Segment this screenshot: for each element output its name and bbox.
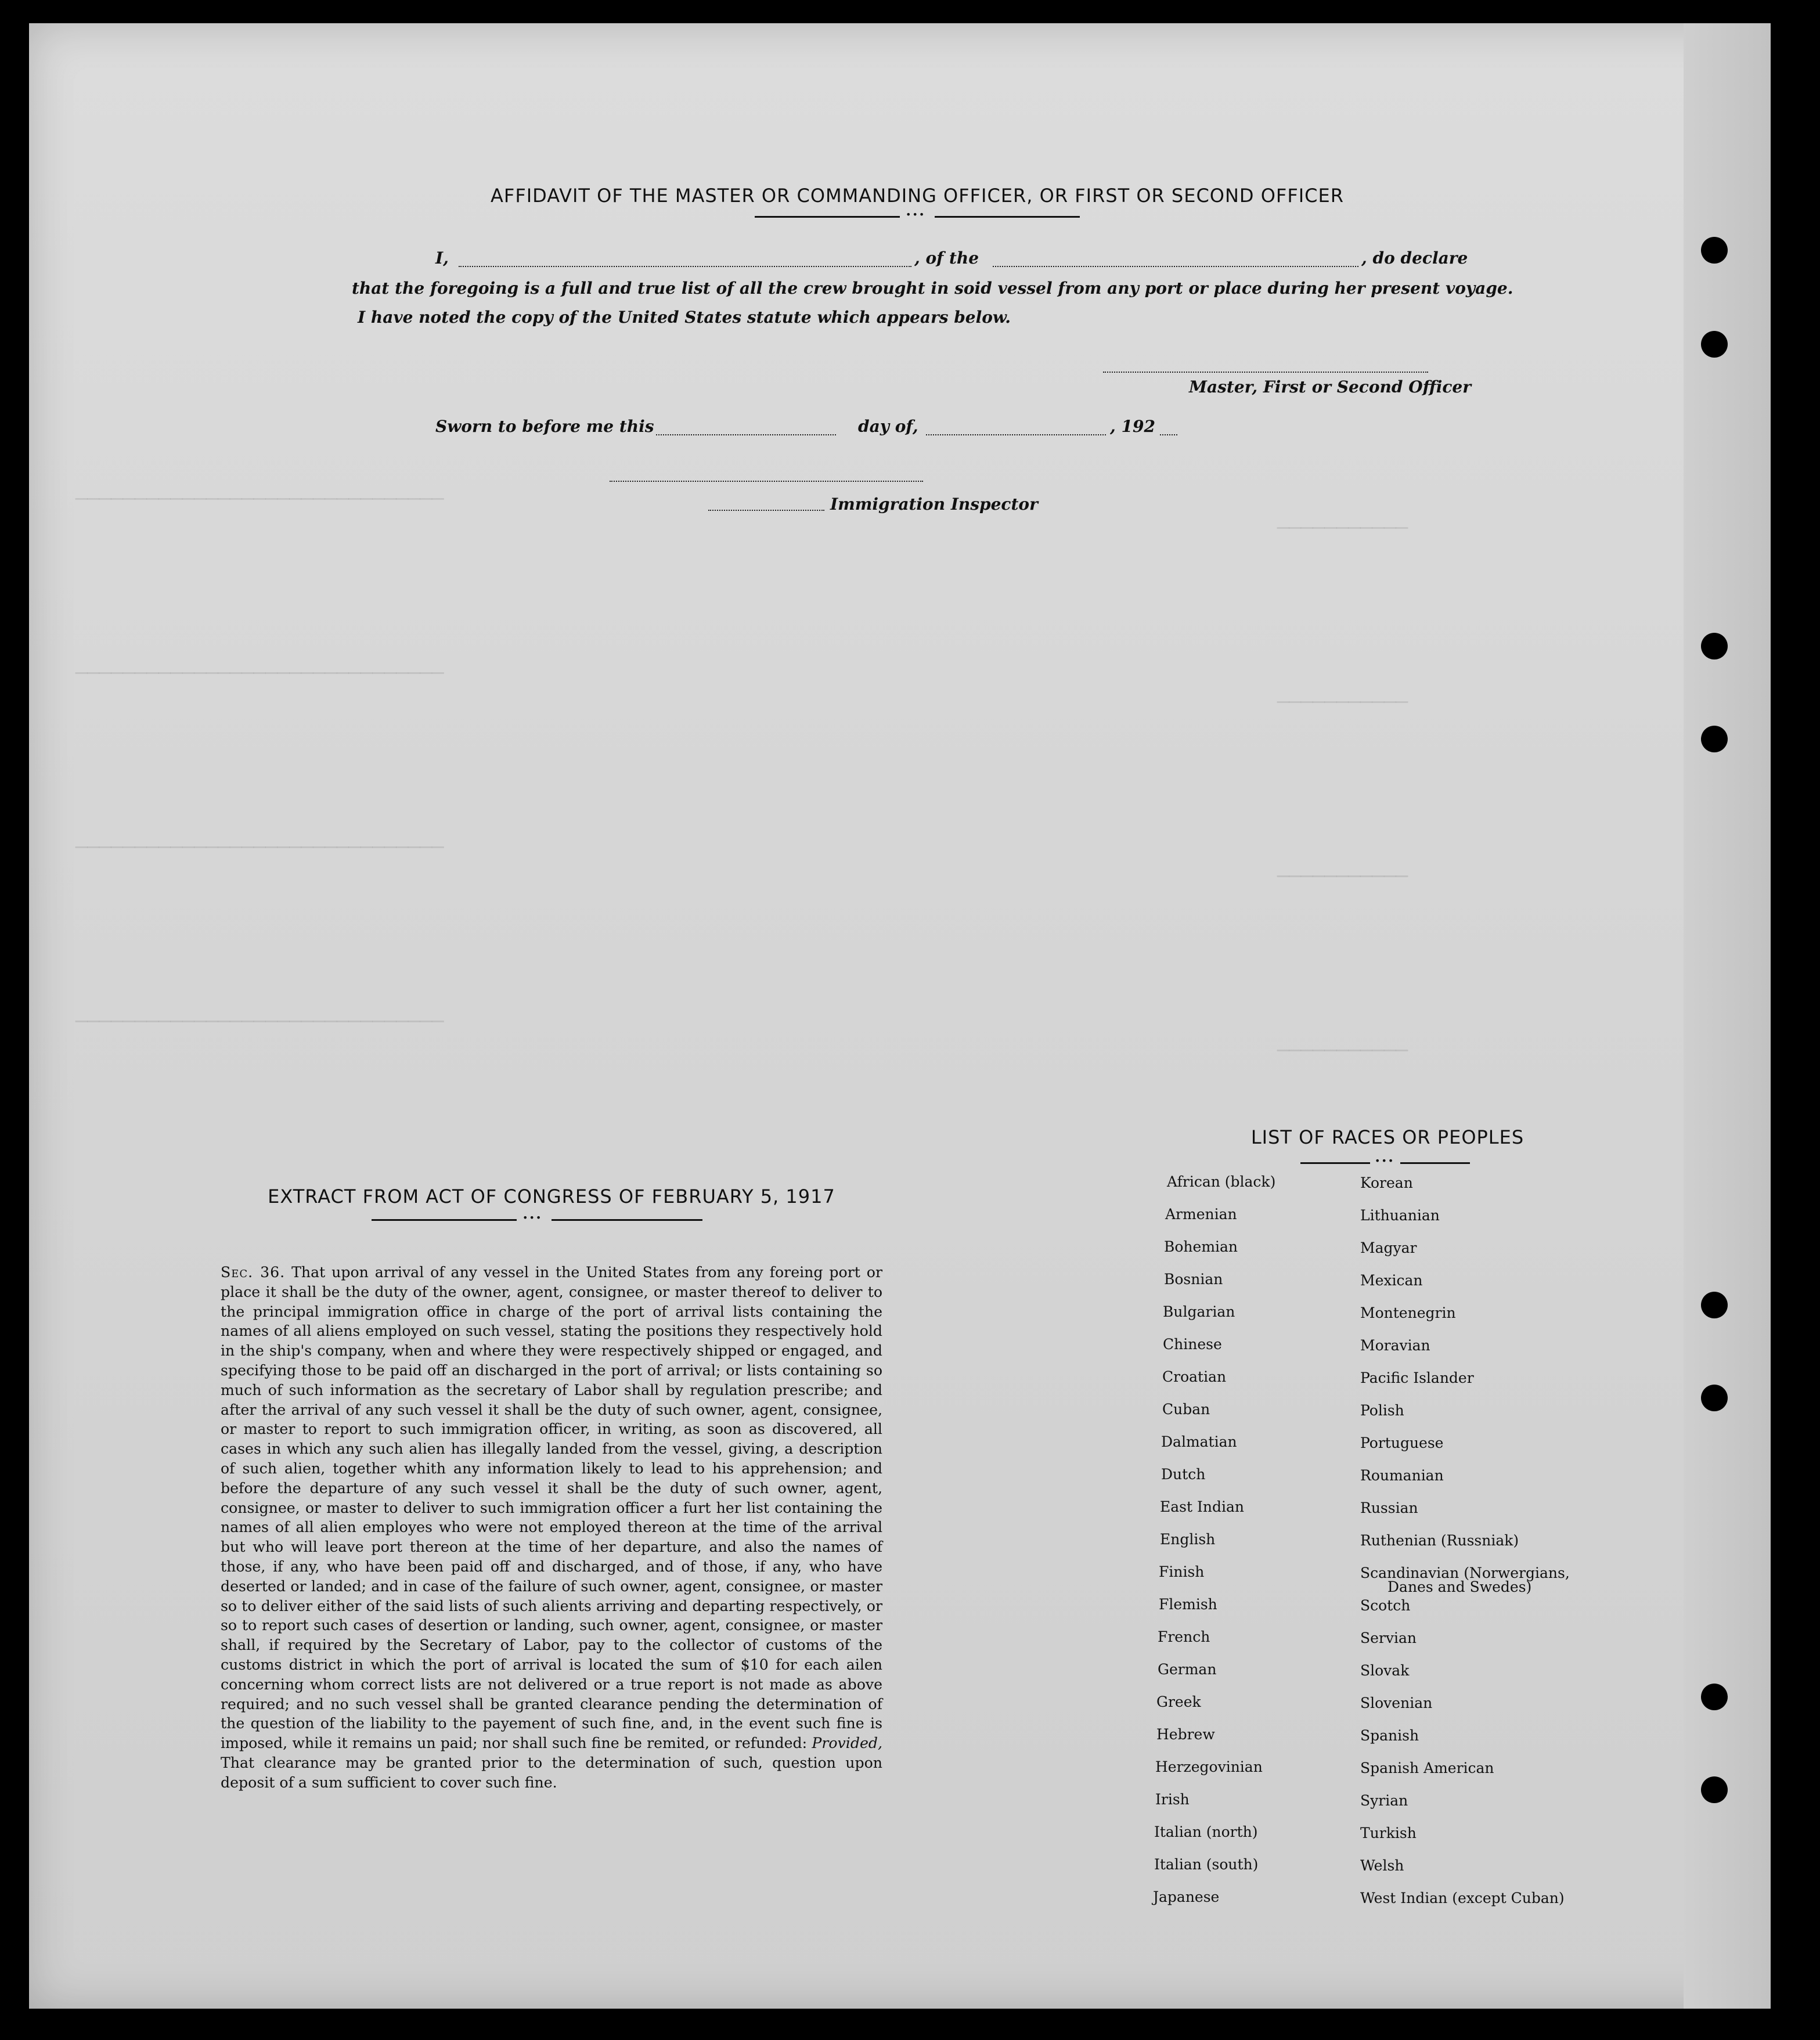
affidavit-i-label: I, xyxy=(435,248,449,268)
affidavit-title: AFFIDAVIT OF THE MASTER OR COMMANDING OFFICER, OR FIRST OR SECOND OFFICER xyxy=(491,185,1344,207)
race-item: Welsh xyxy=(1360,1857,1404,1874)
sworn-month-field[interactable] xyxy=(926,434,1106,435)
race-item: Lithuanian xyxy=(1360,1207,1440,1224)
race-item: Hebrew xyxy=(1156,1726,1215,1743)
race-item: Flemish xyxy=(1159,1596,1217,1613)
race-item: Mexican xyxy=(1360,1272,1423,1289)
punch-hole-icon xyxy=(1701,331,1728,358)
race-item: Russian xyxy=(1360,1500,1418,1516)
race-item: Slovak xyxy=(1360,1662,1410,1679)
races-title-ornament: ••• xyxy=(1375,1155,1395,1166)
race-item: Bosnian xyxy=(1164,1271,1223,1288)
race-item: Turkish xyxy=(1360,1825,1417,1841)
race-item: Moravian xyxy=(1360,1337,1430,1354)
race-item: Dalmatian xyxy=(1161,1433,1237,1450)
inspector-signature-field[interactable] xyxy=(610,481,923,482)
master-signature-field[interactable] xyxy=(1103,372,1428,373)
day-of-label: day of, xyxy=(858,417,918,436)
race-item: Servian xyxy=(1360,1630,1417,1646)
race-item: Bulgarian xyxy=(1163,1303,1235,1320)
race-item: Italian (south) xyxy=(1154,1856,1259,1873)
extract-title-ornament: ••• xyxy=(522,1212,543,1223)
races-title-rule-left xyxy=(1300,1162,1370,1164)
punch-hole-icon xyxy=(1701,1776,1728,1803)
race-item: Irish xyxy=(1155,1791,1190,1808)
punch-hole-icon xyxy=(1701,1684,1728,1710)
race-item: Montenegrin xyxy=(1360,1304,1456,1321)
extract-title: EXTRACT FROM ACT OF CONGRESS OF FEBRUARY 5, 1917 xyxy=(268,1185,835,1208)
race-item: Danes and Swedes) xyxy=(1387,1578,1532,1595)
affidavit-title-rule-left xyxy=(755,216,900,218)
affidavit-line-2: that the foregoing is a full and true list of all the crew brought in soid vessel from any port or place during her present voyage. xyxy=(352,279,1513,298)
affidavit-of-the-label: , of the xyxy=(914,248,979,268)
races-title: LIST OF RACES OR PEOPLES xyxy=(1250,1126,1525,1148)
extract-title-rule-right xyxy=(552,1219,702,1221)
extract-title-rule-left xyxy=(372,1219,517,1221)
race-item: Cuban xyxy=(1162,1401,1210,1418)
race-item: Croatian xyxy=(1162,1368,1227,1385)
sworn-label: Sworn to before me this xyxy=(435,417,654,436)
race-item: Greek xyxy=(1156,1693,1201,1710)
race-item: Italian (north) xyxy=(1154,1823,1258,1840)
sworn-year-field[interactable] xyxy=(1160,434,1177,435)
race-item: Herzegovinian xyxy=(1155,1758,1263,1775)
extract-section-label: Sec. 36. xyxy=(221,1264,286,1281)
race-item: German xyxy=(1158,1661,1217,1678)
punch-hole-icon xyxy=(1701,726,1728,752)
inspector-label: Immigration Inspector xyxy=(830,495,1038,514)
punch-hole-icon xyxy=(1701,1385,1728,1411)
race-item: Dutch xyxy=(1161,1466,1206,1483)
extract-provided-label: Provided, xyxy=(812,1735,882,1752)
race-item: Finish xyxy=(1159,1563,1205,1580)
punch-hole-icon xyxy=(1701,237,1728,264)
race-item: Japanese xyxy=(1153,1888,1220,1905)
year-prefix-label: , 192 xyxy=(1110,417,1155,436)
race-item: Bohemian xyxy=(1164,1238,1238,1255)
page-edge xyxy=(1684,23,1771,2009)
vessel-name-field[interactable] xyxy=(993,266,1358,267)
document-page: ─────────────────────────────── ─────────────────────────────── ─────────────────────────────── ─────────────────────────────── ─────────── ─────────── ─────────── ─────────── AFFIDAVIT OF THE MASTER OR COMMANDING OFFICER, OR FIRST OR SECOND OFFICER ••• I, , of the , do declare that the foregoing is a full and true list of all the crew brought in soid vessel from any port or place during her present voyage. I have noted the copy of the United States statute which appears below. Master, First or Second Officer Sworn to before me this day of, , 192 Immigration Inspector EXTRACT FROM ACT OF CONGRESS OF FEBRUARY 5, 1917 ••• Sec. 36. That upon arrival of any vessel in the United States from any foreing port or place it shall be the duty of the owner, agent, consignee, or master thereof to deliver to the principal immigration office in charge of the port of arrival lists containing the names of all aliens employed on such vessel, stating the positions they respectively hold in the ship's company, when and where they were respectively shipped or engaged, and specifying those to be paid off an discharged in the port of arrival; or lists containing so much of such information as the secretary of Labor shall by regulation prescribe; and after the arrival of any such vessel it shall be the duty of such owner, agent, consignee, or master to report to such immigration officer, in writing, as soon as discovered, all cases in which any such alien has illegally landed from the vessel, giving, a description of such alien, together whith any information likely to lead to his apprehension; and before the departure of any such vessel it shall be the duty of such owner, agent, consignee, or master to deliver to such immigration officer a furt her list containing the names of all alien employes who were not employed thereon at the time of the arrival but who will leave port thereon at the time of her departure, and also the names of those, if any, who have been paid off and discharged, and of those, if any, who have deserted or landed; and in case of the failure of such owner, agent, consignee, or master so to deliver either of the said lists of such alients arriving and departing respectively, or so to report such cases of desertion or landing, such owner, agent, consignee, or master shall, if required by the Secretary of Labor, pay to the collector of customs of the customs district in which the port of arrival is located the sum of $10 for each ailen concerning whom correct lists are not delivered or a true report is not made as above required; and no such vessel shall be granted clearance pending the determination of the question of the liability to the payement of such fine, and, in the event such fine is imposed, while it remains un paid; nor shall such fine be remited, or refunded: Provided, That clearance may be granted prior to the determination of such, question upon deposit of a sum sufficient to cover such fine. LIST OF RACES OR PEOPLES ••• African (black) Armenian Bohemian Bosnian Bulgarian Chinese Croatian Cuban Dalmatian Dutch East Indian English Finish Flemish French German Greek Hebrew Herzegovinian Irish Italian (north) Italian (south) Japanese Korean Lithuanian Magyar Mexican Montenegrin Moravian Pacific Islander Polish Portuguese Roumanian Russian Ruthenian (Russniak) Scandinavian (Norwergians, Danes and Swedes) Scotch Servian Slovak Slovenian Spanish Spanish American Syrian Turkish Welsh West Indian (except Cuban) xyxy=(29,23,1771,2009)
race-item: East Indian xyxy=(1160,1498,1244,1515)
race-item: Ruthenian (Russniak) xyxy=(1360,1532,1519,1549)
extract-body xyxy=(221,1263,882,1793)
race-item: Pacific Islander xyxy=(1360,1369,1474,1386)
race-item: West Indian (except Cuban) xyxy=(1360,1890,1565,1906)
master-signature-label: Master, First or Second Officer xyxy=(1189,377,1471,397)
inspector-signature-field-short[interactable] xyxy=(708,510,824,511)
race-item: Magyar xyxy=(1360,1239,1417,1256)
punch-hole-icon xyxy=(1701,1292,1728,1318)
race-item: Roumanian xyxy=(1360,1467,1444,1484)
extract-body-end: That clearance may be granted prior to the determination of such, question upon deposit of a sum sufficient to cover such fine. xyxy=(221,1754,882,1791)
race-item: French xyxy=(1158,1628,1210,1645)
race-item: Portuguese xyxy=(1360,1435,1444,1451)
affidavit-title-ornament: ••• xyxy=(906,209,926,220)
extract-body-text: That upon arrival of any vessel in the United States from any foreing port or place it shall be the duty of the owner, agent, consignee, or master thereof to deliver to the principal immigration office in charge of the port of arrival lists containing the names of all aliens employed on such vessel, stating the positions they respectively hold in the ship's company, when and where they were respectively shipped or engaged, and specifying those to be paid off an discharged in the port of arrival; or lists containing so much of such information as the secretary of Labor shall by regulation prescribe; and after the arrival of any such vessel it shall be the duty of such owner, agent, consignee, or master to report to such immigration officer, in writing, as soon as discovered, all cases in which any such alien has illegally landed from the vessel, giving, a description of such alien, together whith any information likely to lead to his apprehension; and before the departure of any such vessel it shall be the duty of such owner, agent, consignee, or master to deliver to such immigration officer a furt her list containing the names of all alien employes who were not employed thereon at the time of the arrival but who will leave port thereon at the time of her departure, and also the names of those, if any, who have been paid off and discharged, and of those, if any, who have deserted or landed; and in case of the failure of such owner, agent, consignee, or master so to deliver either of the said lists of such alients arriving and departing respectively, or so to report such cases of desertion or landing, such owner, agent, consignee, or master shall, if required by the Secretary of Labor, pay to the collector of customs of the customs district in which the port of arrival is located the sum of $10 for each ailen concerning whom correct lists are not delivered or a true report is not made as above required; and no such vessel shall be granted clearance pending the determination of the question of the liability to the payement of such fine, and, in the event such fine is imposed, while it remains un paid; nor shall such fine be remited, or refunded: xyxy=(221,1264,882,1752)
race-item: Spanish xyxy=(1360,1727,1419,1744)
race-item: Armenian xyxy=(1165,1206,1237,1223)
race-item: Syrian xyxy=(1360,1792,1408,1809)
race-item: Korean xyxy=(1360,1174,1413,1191)
affidavit-do-declare-label: , do declare xyxy=(1361,248,1468,268)
declarant-name-field[interactable] xyxy=(459,266,911,267)
affidavit-title-rule-right xyxy=(935,216,1080,218)
race-item: Chinese xyxy=(1163,1336,1222,1353)
race-item: Polish xyxy=(1360,1402,1404,1419)
punch-hole-icon xyxy=(1701,633,1728,659)
race-item: Slovenian xyxy=(1360,1695,1433,1711)
races-title-rule-right xyxy=(1400,1162,1470,1164)
race-item: English xyxy=(1160,1531,1216,1548)
affidavit-line-3: I have noted the copy of the United States statute which appears below. xyxy=(358,308,1011,327)
race-item: African (black) xyxy=(1167,1173,1276,1190)
race-item: Spanish American xyxy=(1360,1760,1494,1776)
race-item: Scandinavian (Norwergians, xyxy=(1360,1565,1570,1581)
sworn-day-field[interactable] xyxy=(656,434,836,435)
race-item: Scotch xyxy=(1360,1597,1411,1614)
